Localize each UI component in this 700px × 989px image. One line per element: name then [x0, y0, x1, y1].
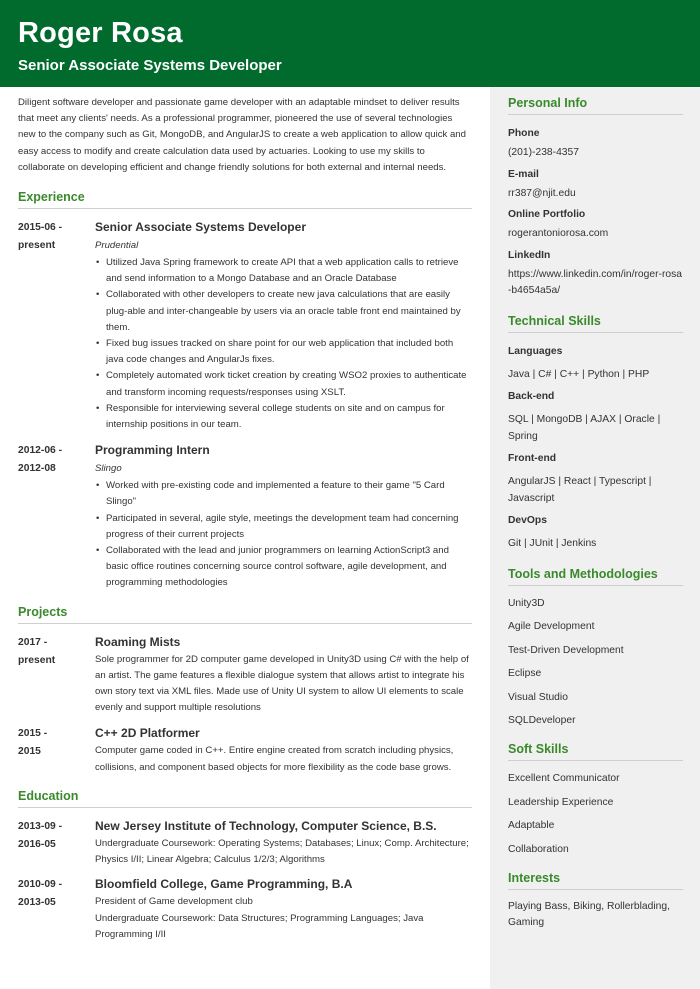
entry-date — [18, 818, 95, 868]
bullet-list — [95, 478, 472, 591]
projects-heading: Projects — [18, 604, 472, 624]
soft-skill-item: Leadership Experience — [508, 796, 614, 808]
date-start: 2013-09 - — [18, 820, 63, 832]
date-start: 2012-06 - — [18, 445, 63, 457]
bullet-item: • Worked with pre-existing code and implemented a feature to their game "5 Card Slingo" — [95, 478, 472, 510]
soft-skill-item: Collaboration — [508, 843, 569, 855]
bullet-item: • Collaborated with other developers to create new java calculations that are easily plug-able and inter-changeable by users via an oracle table front end maintained by them. — [95, 287, 472, 336]
skill-group-value: SQL | MongoDB | AJAX | Oracle | Spring — [508, 414, 661, 442]
date-start: 2010-09 - — [18, 879, 63, 891]
degree-title: Bloomfield College, Game Programming, B.A — [95, 877, 353, 892]
candidate-title: Senior Associate Systems Developer — [18, 57, 282, 74]
entry-body — [95, 634, 472, 717]
tool-item: Unity3D — [508, 597, 545, 609]
portfolio-label: Online Portfolio — [508, 209, 586, 220]
interests-value: Playing Bass, Biking, Rollerblading, Gaming — [508, 900, 670, 928]
date-end: 2013-05 — [18, 897, 56, 909]
date-start: 2017 - — [18, 636, 48, 648]
sidebar-column — [508, 95, 683, 932]
entry-date — [18, 442, 95, 591]
tool-item: SQLDeveloper — [508, 715, 576, 726]
education-note: President of Game development club — [95, 896, 253, 908]
phone-value: (201)-238-4357 — [508, 147, 579, 158]
personal-info-heading: Personal Info — [508, 95, 683, 115]
tool-item: Eclipse — [508, 668, 542, 679]
entry-date — [18, 876, 95, 943]
experience-entry — [18, 442, 472, 591]
entry-body — [95, 818, 472, 868]
entry-date — [18, 725, 95, 775]
experience-entry — [18, 219, 472, 433]
resume-header — [0, 0, 700, 87]
entry-date — [18, 219, 95, 433]
tool-item: Test-Driven Development — [508, 644, 624, 656]
date-start: 2015-06 - — [18, 222, 63, 234]
date-start: 2015 - — [18, 728, 48, 740]
bullet-item: • Utilized Java Spring framework to create API that a web application calls to retrieve and send information to a Mongo Database and an Oracle Database — [95, 255, 472, 287]
interests-heading: Interests — [508, 870, 683, 890]
linkedin-label: LinkedIn — [508, 249, 551, 261]
company: Prudential — [95, 240, 139, 252]
tool-item: Visual Studio — [508, 691, 568, 703]
project-description: Sole programmer for 2D computer game developed in Unity3D using C# with the help of an artist. The game features a flexible dialogue system that allows artist to integrate his own story text via XML files. Made use of Unity UI system to allow UI elements to scale evenly and support multiple resolutions — [95, 653, 469, 714]
technical-skills-heading: Technical Skills — [508, 313, 683, 333]
skill-group-value: Git | JUnit | Jenkins — [508, 538, 597, 549]
main-column — [18, 95, 472, 943]
experience-heading: Experience — [18, 189, 472, 209]
bullet-list — [95, 255, 472, 433]
portfolio-value[interactable]: rogerantoniorosa.com — [508, 228, 609, 239]
education-heading: Education — [18, 788, 472, 808]
email-value[interactable]: rr387@njit.edu — [508, 187, 576, 199]
skill-group-value: Java | C# | C++ | Python | PHP — [508, 368, 650, 380]
coursework: Undergraduate Coursework: Data Structures; Programming Languages; Java Programming I/II — [95, 912, 424, 940]
education-entry — [18, 876, 472, 943]
coursework: Undergraduate Coursework: Operating Systems; Databases; Linux; Comp. Architecture; Physics I/II; Linear Algebra; Calculus 1/2/3; Algorithms — [95, 837, 469, 866]
bullet-item: • Responsible for interviewing several college students on site and on campus for internship positions in our team. — [95, 401, 472, 433]
skill-group-label: Back-end — [508, 391, 555, 402]
skill-group-label: Front-end — [508, 453, 557, 464]
bullet-item: • Collaborated with the lead and junior programmers on learning ActionScript3 and basic office routines concerning source control software, agile development, and programming methodologies — [95, 543, 472, 592]
summary: Diligent software developer and passionate game developer with an adaptable mindset to deliver results that meet any clients' needs. As a professional programmer, pioneered the use of several technologies new to the company such as Git, MongoDB, and AngularJS to create a web application to allow quick and easy access to modify and create calculation data used by actuaries. Looking to use my skills to collaborate on developing efficient and change friendly solutions for both external and internal needs. — [18, 97, 466, 173]
phone-label: Phone — [508, 128, 540, 139]
entry-body — [95, 442, 472, 591]
candidate-name: Roger Rosa — [18, 17, 183, 49]
skill-group-value: AngularJS | React | Typescript | Javascript — [508, 476, 652, 504]
date-end: 2012-08 — [18, 463, 56, 475]
degree-title: New Jersey Institute of Technology, Computer Science, B.S. — [95, 818, 437, 833]
entry-body — [95, 725, 472, 775]
project-title: Roaming Mists — [95, 634, 181, 649]
project-title: C++ 2D Platformer — [95, 726, 200, 741]
skill-group-label: DevOps — [508, 515, 547, 526]
job-title: Programming Intern — [95, 443, 210, 458]
date-end: present — [18, 654, 56, 666]
date-end: present — [18, 240, 56, 252]
project-entry — [18, 725, 472, 775]
entry-body — [95, 219, 472, 433]
soft-skill-item: Excellent Communicator — [508, 773, 620, 784]
bullet-item: • Participated in several, agile style, meetings the development team had concerning progress of their current projects — [95, 511, 472, 543]
job-title: Senior Associate Systems Developer — [95, 220, 306, 235]
soft-skills-heading: Soft Skills — [508, 741, 683, 761]
tools-heading: Tools and Methodologies — [508, 566, 683, 586]
bullet-item: • Fixed bug issues tracked on share point for our web application that included both java code changes and AngularJs fixes. — [95, 336, 472, 368]
company: Slingo — [95, 463, 122, 475]
linkedin-value[interactable]: https://www.linkedin.com/in/roger-rosa-b4654a5a/ — [508, 268, 682, 296]
project-description: Computer game coded in C++. Entire engine created from scratch including physics, collisions, and component based objects for more flexibility as the code base grows. — [95, 745, 454, 773]
email-label: E-mail — [508, 168, 539, 180]
soft-skill-item: Adaptable — [508, 820, 555, 831]
date-end: 2015 — [18, 746, 41, 758]
project-entry — [18, 634, 472, 717]
entry-body — [95, 876, 472, 943]
skill-group-label: Languages — [508, 345, 563, 357]
tool-item: Agile Development — [508, 621, 595, 632]
date-end: 2016-05 — [18, 838, 56, 850]
education-entry — [18, 818, 472, 868]
entry-date — [18, 634, 95, 717]
bullet-item: • Completely automated work ticket creation by creating WSO2 proxies to authenticate and transform incoming requests/responses using XSLT. — [95, 368, 472, 400]
